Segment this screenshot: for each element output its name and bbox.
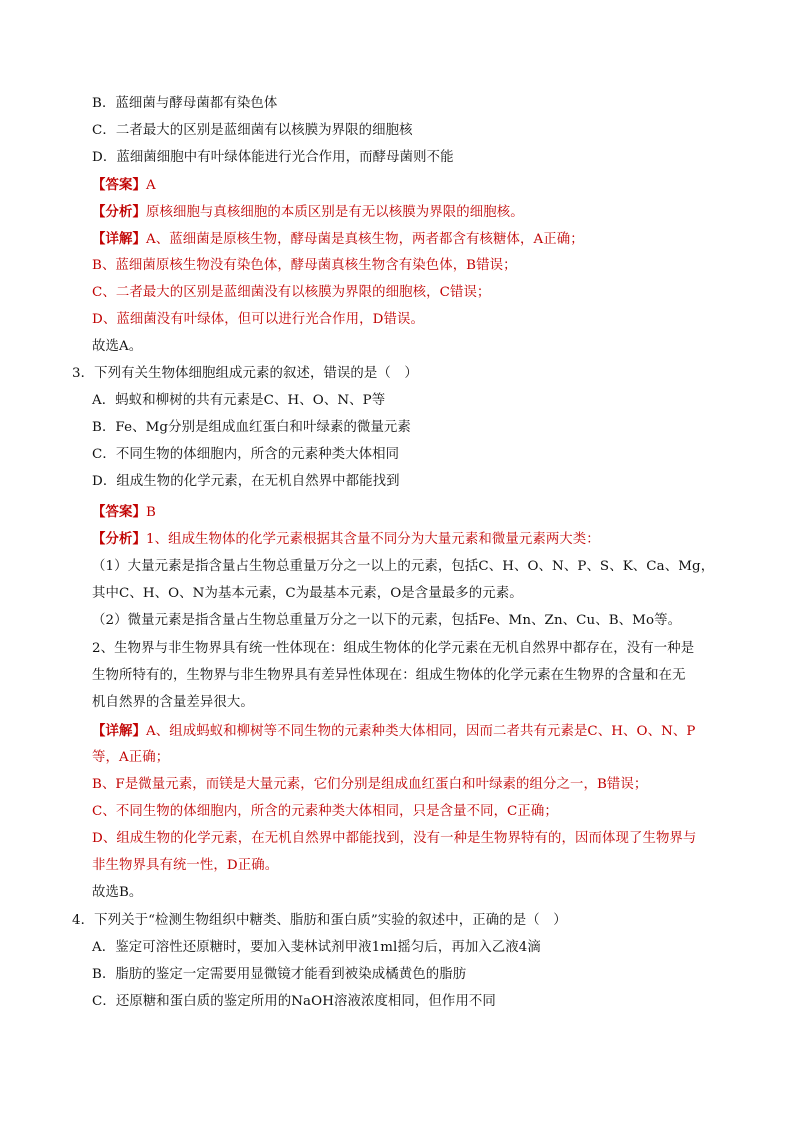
q2-detail-line-2: B、蓝细菌原核生物没有染色体，酵母菌真核生物含有染色体，B错误； [92, 258, 517, 273]
q3-answer [92, 503, 156, 522]
q2-option-d: D．蓝细菌细胞中有叶绿体能进行光合作用，而酵母菌则不能 [92, 150, 454, 165]
answer-value: B [145, 505, 156, 520]
q3-stem: 3．下列有关生物体细胞组成元素的叙述，错误的是（ ） [72, 366, 418, 381]
q3-analysis-line-3: 其中C、H、O、N为基本元素，C为最基本元素，O是含量最多的元素。 [92, 586, 523, 601]
q2-option-b: B．蓝细菌与酵母菌都有染色体 [92, 96, 278, 111]
q4-stem: 4．下列关于“检测生物组织中糖类、脂肪和蛋白质”实验的叙述中，正确的是（ ） [72, 913, 567, 928]
q2-analysis [92, 203, 524, 222]
q2-detail-line-4: D、蓝细菌没有叶绿体，但可以进行光合作用，D错误。 [92, 312, 424, 327]
answer-value: A [145, 178, 156, 193]
q2-option-c: C．二者最大的区别是蓝细菌有以核膜为界限的细胞核 [92, 123, 413, 138]
q2-detail-line-3: C、二者最大的区别是蓝细菌没有以核膜为界限的细胞核，C错误； [92, 285, 491, 300]
q3-detail-line-2: 等，A正确； [92, 750, 170, 765]
analysis-text: 原核细胞与真核细胞的本质区别是有无以核膜为界限的细胞核。 [145, 205, 524, 220]
q3-analysis-line-6: 生物所特有的，生物界与非生物界具有差异性体现在：组成生物体的化学元素在生物界的含量和在无 [92, 668, 686, 683]
q3-detail-line-5: D、组成生物的化学元素，在无机自然界中都能找到，没有一种是生物界特有的，因而体现了生物界与 [92, 831, 697, 846]
q3-analysis-line-1 [92, 530, 600, 549]
q3-detail-line-6: 非生物界具有统一性，D正确。 [92, 858, 279, 873]
detail-tag: 【详解】 [92, 723, 146, 739]
q2-detail-line-1 [92, 230, 584, 249]
q3-conclusion: 故选B。 [92, 885, 143, 900]
detail-text: A、蓝细菌是原核生物，酵母菌是真核生物，两者都含有核糖体，A正确； [145, 232, 584, 247]
answer-tag: 【答案】 [92, 504, 146, 520]
q2-answer [92, 176, 156, 195]
q3-detail-line-1 [92, 722, 696, 741]
q3-detail-line-4: C、不同生物的体细胞内，所含的元素种类大体相同，只是含量不同，C正确； [92, 804, 558, 819]
q3-analysis-line-4: （2）微量元素是指含量占生物总重量万分之一以下的元素，包括Fe、Mn、Zn、Cu、B、Mo等。 [92, 613, 682, 628]
q3-detail-line-3: B、F是微量元素，而镁是大量元素，它们分别是组成血红蛋白和叶绿素的组分之一，B错误； [92, 777, 648, 792]
detail-text: A、组成蚂蚁和柳树等不同生物的元素种类大体相同，因而二者共有元素是C、H、O、N、P [145, 724, 696, 739]
q4-option-c: C．还原糖和蛋白质的鉴定所用的NaOH溶液浓度相同，但作用不同 [92, 994, 496, 1009]
detail-tag: 【详解】 [92, 231, 146, 247]
q4-option-b: B．脂肪的鉴定一定需要用显微镜才能看到被染成橘黄色的脂肪 [92, 967, 467, 982]
q4-option-a: A．鉴定可溶性还原糖时，要加入斐林试剂甲液1ml摇匀后，再加入乙液4滴 [92, 940, 541, 955]
q2-conclusion: 故选A。 [92, 339, 143, 354]
q3-option-b: B．Fe、Mg分别是组成血红蛋白和叶绿素的微量元素 [92, 420, 411, 435]
q3-analysis-line-5: 2、生物界与非生物界具有统一性体现在：组成生物体的化学元素在无机自然界中都存在，没有一种是 [92, 641, 695, 656]
analysis-tag: 【分析】 [92, 531, 146, 547]
q3-analysis-line-7: 机自然界的含量差异很大。 [92, 695, 254, 710]
q3-option-c: C．不同生物的体细胞内，所含的元素种类大体相同 [92, 447, 400, 462]
analysis-tag: 【分析】 [92, 204, 146, 220]
q3-option-d: D．组成生物的化学元素，在无机自然界中都能找到 [92, 474, 400, 489]
q3-analysis-line-2: （1）大量元素是指含量占生物总重量万分之一以上的元素，包括C、H、O、N、P、S、K、Ca、Mg， [92, 559, 715, 574]
answer-tag: 【答案】 [92, 177, 146, 193]
q3-option-a: A．蚂蚁和柳树的共有元素是C、H、O、N、P等 [92, 393, 386, 408]
analysis-text: 1、组成生物体的化学元素根据其含量不同分为大量元素和微量元素两大类： [145, 532, 600, 547]
